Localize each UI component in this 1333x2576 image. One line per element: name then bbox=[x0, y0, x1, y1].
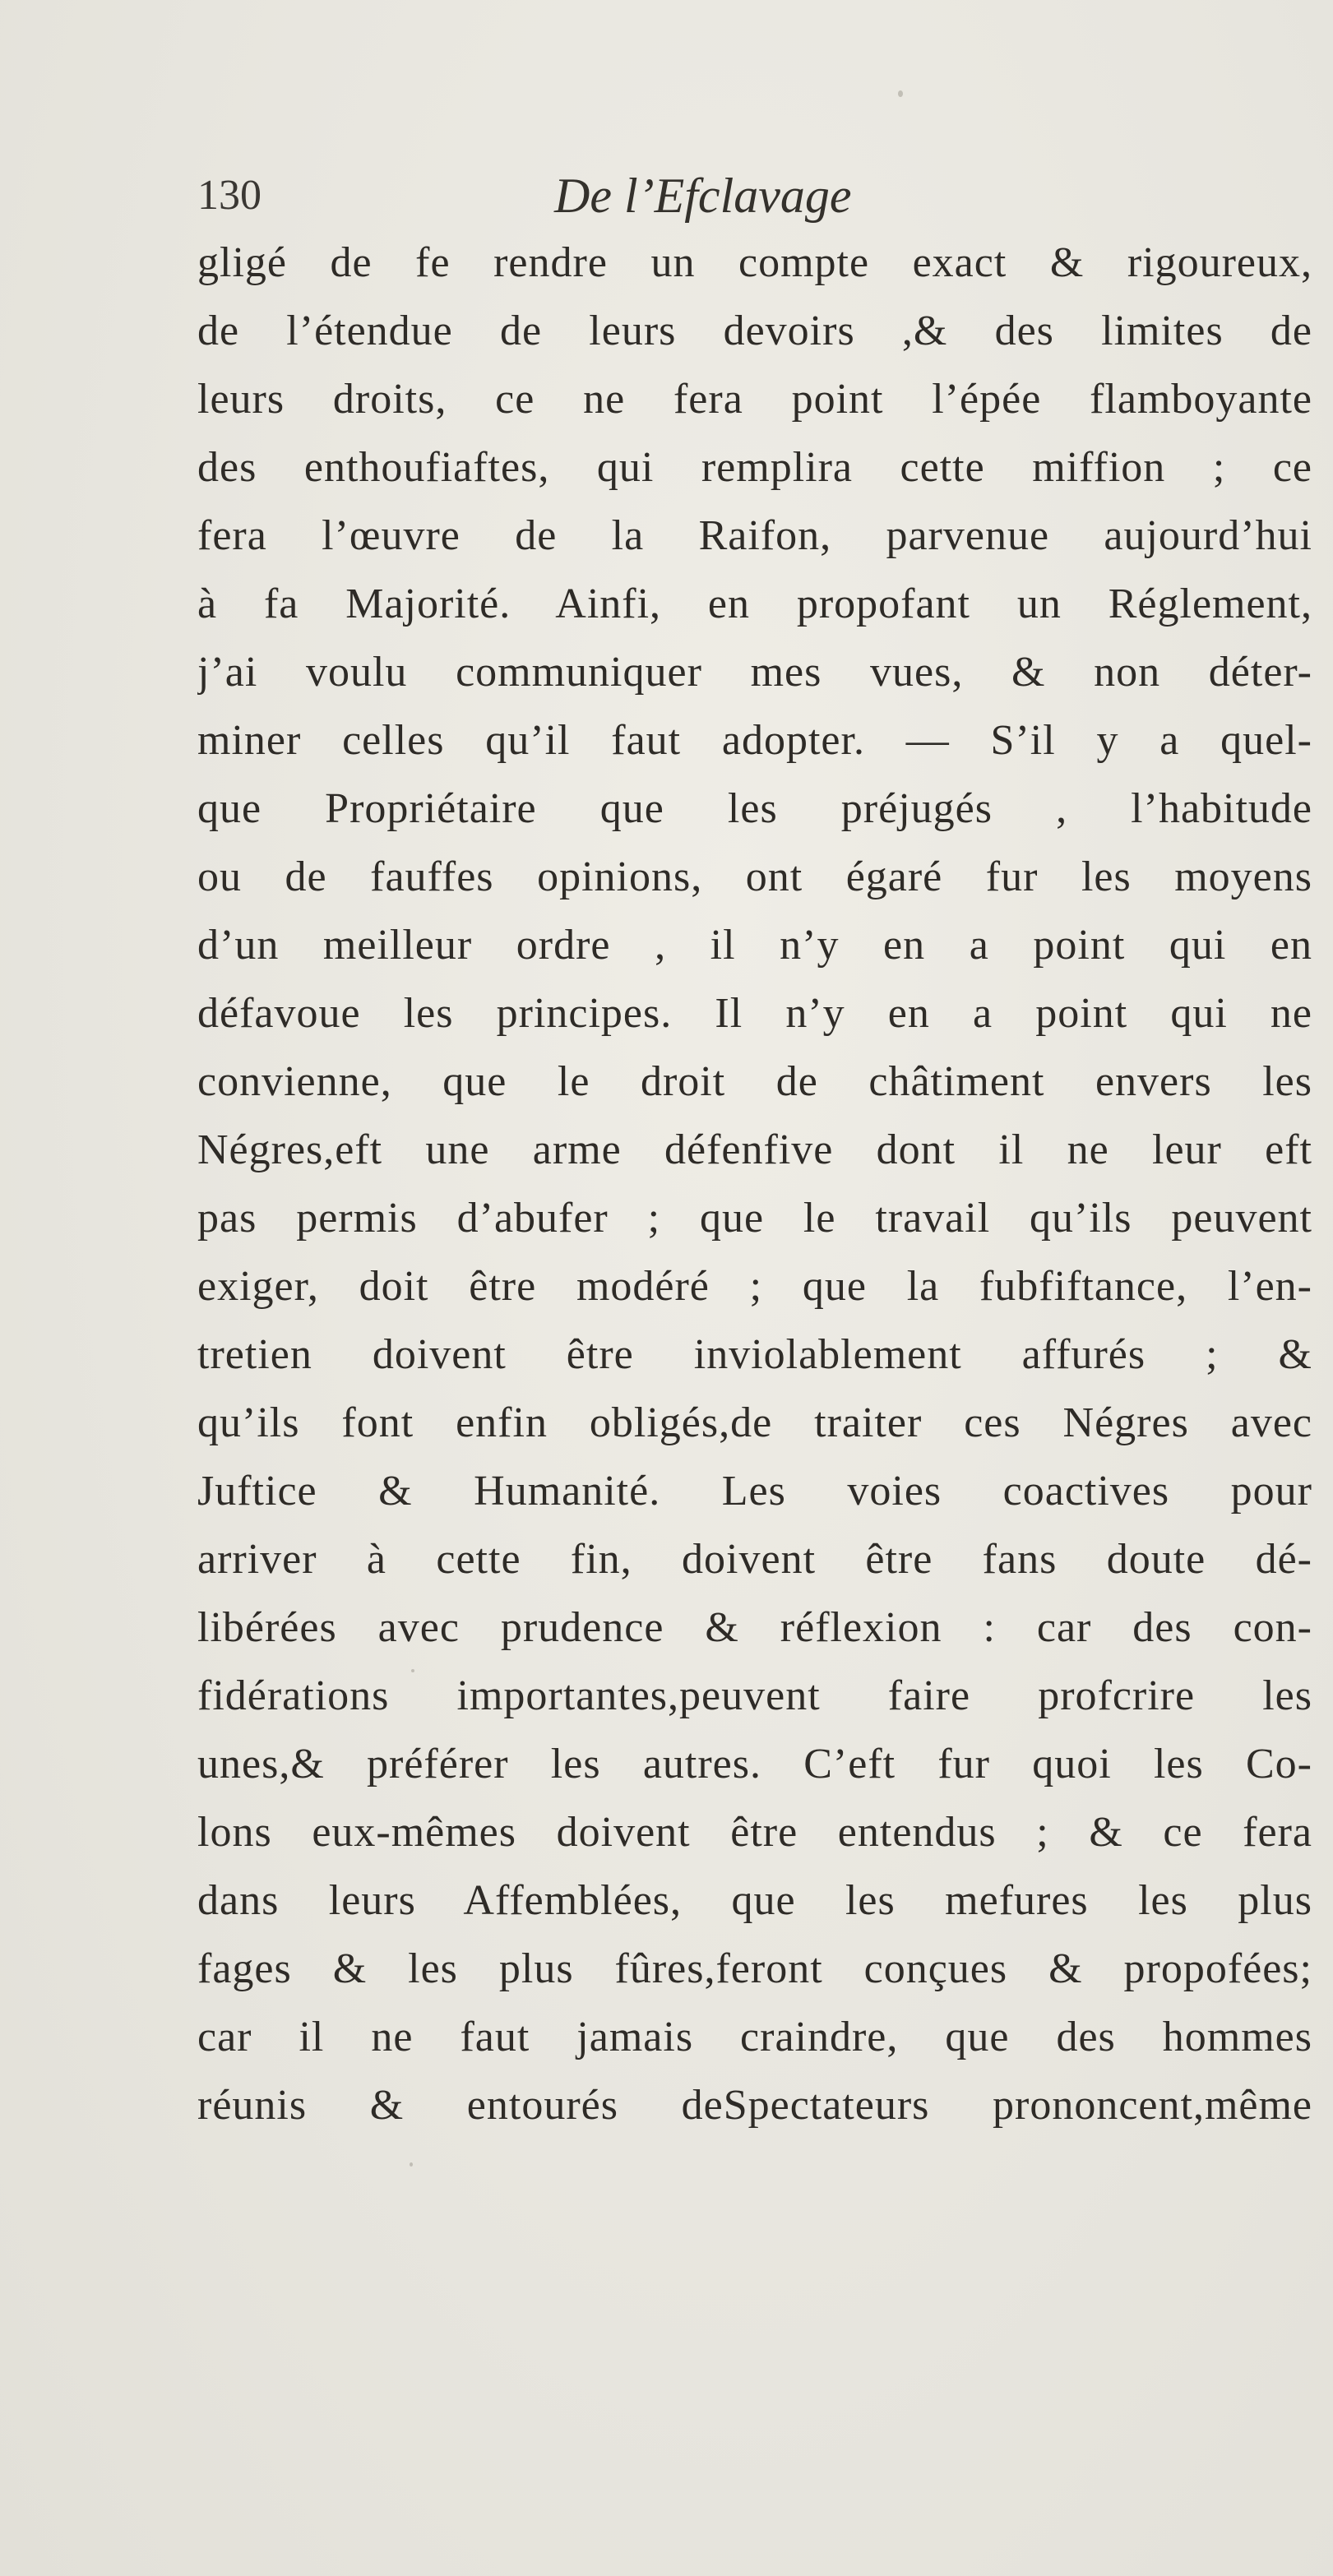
text-line: car il ne faut jamais craindre, que des hommes bbox=[197, 2014, 1312, 2060]
text-line: réunis & entourés deSpectateurs prononcent,même bbox=[197, 2082, 1312, 2129]
text-line: fages & les plus fûres,feront conçues & propofées; bbox=[197, 1945, 1312, 1992]
text-line: miner celles qu’il faut adopter. — S’il y a quel- bbox=[197, 717, 1312, 764]
text-line: qu’ils font enfin obligés,de traiter ces Négres avec bbox=[197, 1399, 1312, 1446]
text-line: que Propriétaire que les préjugés , l’habitude bbox=[197, 785, 1312, 832]
paper-speck bbox=[898, 90, 903, 97]
text-line: pas permis d’abufer ; que le travail qu’ils peuvent bbox=[197, 1195, 1312, 1242]
body-text bbox=[197, 229, 1312, 2139]
text-line: dans leurs Affemblées, que les mefures les plus bbox=[197, 1877, 1312, 1924]
text-line: d’un meilleur ordre , il n’y en a point qui en bbox=[197, 922, 1312, 969]
text-line: ou de fauffes opinions, ont égaré fur les moyens bbox=[197, 853, 1312, 900]
text-line: des enthoufiaftes, qui remplira cette miffion ; ce bbox=[197, 444, 1312, 491]
text-line: libérées avec prudence & réflexion : car des con- bbox=[197, 1604, 1312, 1651]
text-line: convienne, que le droit de châtiment envers les bbox=[197, 1058, 1312, 1105]
page-number: 130 bbox=[197, 172, 262, 219]
text-line: à fa Majorité. Ainfi, en propofant un Réglement, bbox=[197, 580, 1312, 627]
text-line: exiger, doit être modéré ; que la fubfiftance, l’en- bbox=[197, 1263, 1312, 1310]
text-line: défavoue les principes. Il n’y en a point qui ne bbox=[197, 990, 1312, 1037]
text-line: fera l’œuvre de la Raifon, parvenue aujourd’hui bbox=[197, 512, 1312, 559]
running-title: De l’Efclavage bbox=[554, 169, 852, 223]
text-line: de l’étendue de leurs devoirs ,& des limites de bbox=[197, 308, 1312, 354]
running-header bbox=[197, 163, 1151, 229]
text-line: arriver à cette fin, doivent être fans doute dé- bbox=[197, 1536, 1312, 1583]
text-line: gligé de fe rendre un compte exact & rigoureux, bbox=[197, 239, 1312, 286]
text-line: tretien doivent être inviolablement affurés ; & bbox=[197, 1331, 1312, 1378]
text-line: fidérations importantes,peuvent faire profcrire les bbox=[197, 1672, 1312, 1719]
text-line: j’ai voulu communiquer mes vues, & non déter- bbox=[197, 649, 1312, 696]
paper-speck bbox=[410, 2162, 413, 2167]
text-line: unes,& préférer les autres. C’eft fur quoi les Co- bbox=[197, 1741, 1312, 1787]
text-line: leurs droits, ce ne fera point l’épée flamboyante bbox=[197, 376, 1312, 423]
text-line: Négres,eft une arme défenfive dont il ne leur eft bbox=[197, 1126, 1312, 1173]
text-line: lons eux-mêmes doivent être entendus ; & ce fera bbox=[197, 1809, 1312, 1856]
text-line: Juftice & Humanité. Les voies coactives pour bbox=[197, 1468, 1312, 1515]
